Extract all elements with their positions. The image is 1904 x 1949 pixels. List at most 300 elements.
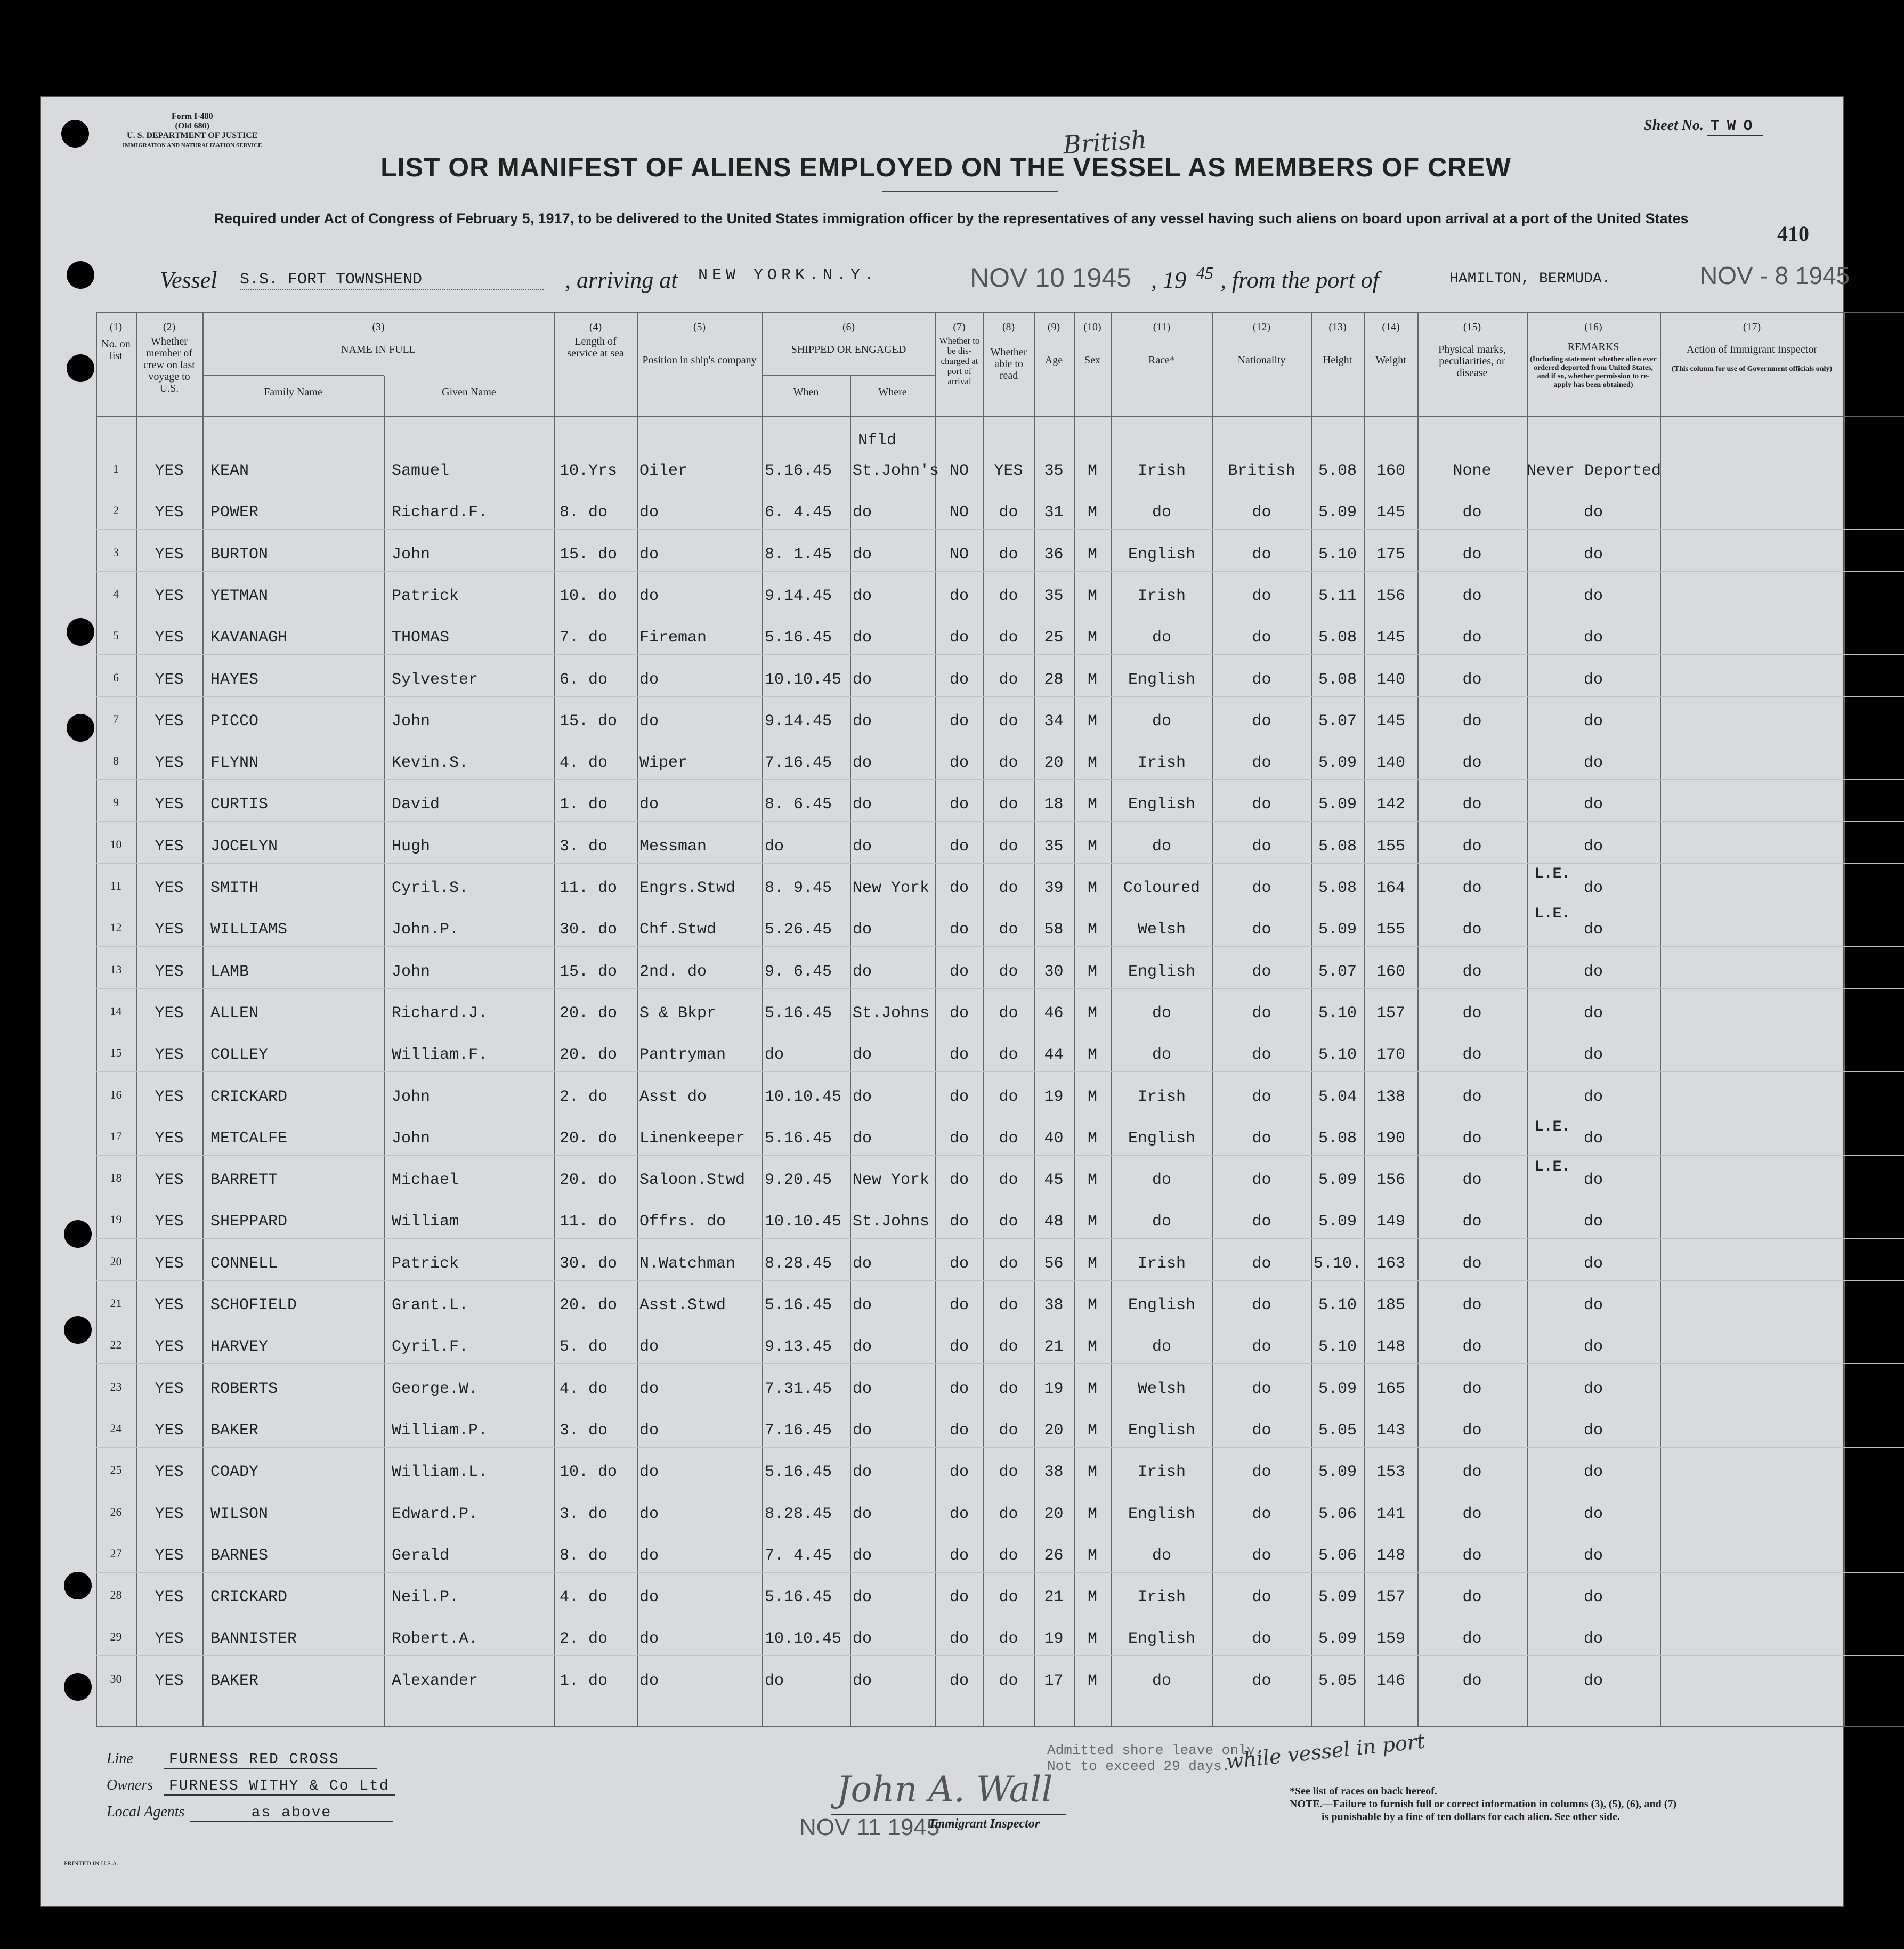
shipped-where: do	[853, 921, 872, 939]
vessel-line	[160, 262, 1850, 298]
race: Irish	[1137, 1463, 1186, 1482]
race: English	[1128, 795, 1196, 814]
race: do	[1152, 837, 1171, 856]
col-number: (12)	[1252, 321, 1271, 333]
position: Asst.Stwd	[639, 1296, 726, 1314]
able-to-read: do	[999, 1338, 1018, 1357]
height: 5.08	[1318, 670, 1357, 689]
able-to-read: do	[999, 1671, 1018, 1690]
sex: M	[1087, 587, 1097, 605]
nationality: do	[1252, 1213, 1271, 1231]
sex: M	[1087, 504, 1097, 522]
sex: M	[1087, 670, 1097, 689]
height: 5.07	[1318, 962, 1357, 981]
row-rule	[96, 1726, 1904, 1727]
race: Irish	[1137, 462, 1186, 480]
remarks: do	[1583, 1505, 1603, 1523]
admitted-line-2: Not to exceed 29 days.	[1047, 1758, 1230, 1774]
form-identifier	[123, 112, 262, 150]
sex: M	[1087, 1630, 1097, 1648]
height: 5.08	[1318, 629, 1357, 647]
shipped-where: do	[853, 1046, 872, 1065]
col-number: (5)	[693, 321, 706, 333]
weight: 160	[1376, 462, 1405, 480]
age: 31	[1044, 504, 1064, 522]
shipped-when: 10.10.45	[765, 1630, 842, 1648]
row-number: 29	[110, 1630, 122, 1644]
race: do	[1152, 1338, 1171, 1357]
row-guide	[96, 946, 1904, 947]
remarks: do	[1583, 921, 1603, 939]
vessel-label: Vessel	[160, 267, 217, 293]
able-to-read: do	[999, 1505, 1018, 1523]
row-number: 15	[110, 1046, 122, 1060]
col-number: (16)	[1584, 321, 1602, 333]
sex: M	[1087, 1379, 1097, 1398]
discharged: do	[949, 1546, 969, 1565]
row-number: 30	[110, 1671, 122, 1685]
row-rule	[762, 375, 935, 376]
length-of-service: 4. do	[560, 754, 608, 773]
col-number: (7)	[953, 321, 966, 333]
nationality: do	[1252, 1087, 1271, 1106]
able-to-read: do	[999, 1171, 1018, 1190]
last-voyage: YES	[155, 629, 184, 647]
position: do	[639, 712, 659, 730]
department: U. S. DEPARTMENT OF JUSTICE	[127, 131, 258, 140]
physical-marks: do	[1462, 1171, 1482, 1190]
col-rule	[850, 376, 851, 1726]
line-value: FURNESS RED CROSS	[164, 1751, 377, 1769]
given-name: Gerald	[392, 1546, 450, 1565]
shipped-when: 8.28.45	[765, 1505, 832, 1523]
weight: 156	[1376, 587, 1405, 605]
weight: 155	[1376, 837, 1405, 856]
admitted-handwritten: while vessel in port	[1225, 1729, 1427, 1774]
last-voyage: YES	[155, 1296, 184, 1314]
sex: M	[1087, 795, 1097, 814]
given-name: Richard.F.	[392, 504, 488, 522]
remarks: do	[1583, 1630, 1603, 1648]
header-height: Height	[1323, 354, 1352, 366]
last-voyage: YES	[155, 795, 184, 814]
binder-hole	[64, 1316, 92, 1344]
admitted-line-1: Admitted shore leave only.	[1047, 1742, 1263, 1758]
discharged: do	[949, 754, 969, 773]
able-to-read: do	[999, 1213, 1018, 1231]
nationality: do	[1252, 1546, 1271, 1565]
height: 5.07	[1318, 712, 1357, 730]
remarks: Never Deported	[1527, 462, 1662, 480]
col-rule	[1844, 312, 1845, 1726]
header-age: Age	[1044, 354, 1063, 366]
able-to-read: do	[999, 1421, 1018, 1440]
discharged: do	[949, 1296, 969, 1314]
position: 2nd. do	[639, 962, 707, 981]
physical-marks: do	[1462, 504, 1482, 522]
shipped-where: do	[853, 587, 872, 605]
binder-hole	[61, 120, 89, 148]
age: 19	[1044, 1630, 1064, 1648]
able-to-read: do	[999, 670, 1018, 689]
given-name: John	[392, 712, 431, 730]
weight: 149	[1376, 1213, 1405, 1231]
col-number: (11)	[1153, 321, 1171, 333]
race: English	[1128, 962, 1196, 981]
shipped-where: do	[853, 1129, 872, 1148]
sex: M	[1087, 1004, 1097, 1022]
last-voyage: YES	[155, 1505, 184, 1523]
col-number: (10)	[1083, 321, 1101, 333]
page-title: LIST OR MANIFEST OF ALIENS EMPLOYED ON THE VESSEL AS MEMBERS OF CREW	[380, 152, 1511, 182]
binder-hole	[67, 354, 94, 382]
header-inspector-note: (This column for use of Government officials only)	[1671, 365, 1833, 373]
remarks: do	[1583, 1004, 1603, 1022]
height: 5.04	[1318, 1087, 1357, 1106]
sex: M	[1087, 1171, 1097, 1190]
length-of-service: 10. do	[560, 1463, 618, 1482]
shipped-where: do	[853, 1588, 872, 1607]
last-voyage: YES	[155, 1463, 184, 1482]
given-name: John.P.	[392, 921, 459, 939]
nationality: do	[1252, 1338, 1271, 1357]
physical-marks: do	[1462, 754, 1482, 773]
race: English	[1128, 1505, 1196, 1523]
family-name: HAYES	[210, 670, 259, 689]
physical-marks: do	[1462, 1379, 1482, 1398]
race: do	[1152, 1171, 1171, 1190]
row-rule	[202, 375, 384, 376]
given-name: Cyril.S.	[392, 879, 469, 897]
length-of-service: 20. do	[560, 1171, 618, 1190]
remarks: do	[1583, 1171, 1603, 1190]
length-of-service: 15. do	[560, 545, 618, 564]
age: 25	[1044, 629, 1064, 647]
discharged: do	[949, 962, 969, 981]
shipped-when: do	[765, 1046, 784, 1065]
physical-marks: do	[1462, 1463, 1482, 1482]
able-to-read: do	[999, 1630, 1018, 1648]
height: 5.09	[1318, 1213, 1357, 1231]
nationality: do	[1252, 1671, 1271, 1690]
weight: 145	[1376, 504, 1405, 522]
able-to-read: do	[999, 1087, 1018, 1106]
discharged: do	[949, 670, 969, 689]
race: Welsh	[1137, 921, 1186, 939]
weight: 148	[1376, 1338, 1405, 1357]
remarks: do	[1583, 1338, 1603, 1357]
given-name: John	[392, 962, 431, 981]
shipped-when: 8. 6.45	[765, 795, 832, 814]
remarks: do	[1583, 795, 1603, 814]
age: 56	[1044, 1254, 1064, 1273]
position: Wiper	[639, 754, 688, 773]
position: Fireman	[639, 629, 707, 647]
given-name: Alexander	[392, 1671, 479, 1690]
discharged: do	[949, 1087, 969, 1106]
weight: 156	[1376, 1171, 1405, 1190]
given-name: Kevin.S.	[392, 754, 469, 773]
discharged: do	[949, 879, 969, 897]
col-number: (6)	[842, 321, 855, 333]
given-name: Neil.P.	[392, 1588, 459, 1607]
discharged: do	[949, 629, 969, 647]
position: Messman	[639, 837, 707, 856]
able-to-read: do	[999, 1463, 1018, 1482]
header-weight: Weight	[1375, 354, 1406, 366]
remarks: do	[1583, 1213, 1603, 1231]
shipped-when: 10.10.45	[765, 670, 842, 689]
sex: M	[1087, 1129, 1097, 1148]
row-number: 26	[110, 1505, 122, 1518]
height: 5.10	[1318, 1338, 1357, 1357]
physical-marks: do	[1462, 1588, 1482, 1607]
family-name: METCALFE	[210, 1129, 288, 1148]
age: 48	[1044, 1213, 1064, 1231]
age: 38	[1044, 1296, 1064, 1314]
given-name: Patrick	[392, 1254, 459, 1273]
discharged: do	[949, 1129, 969, 1148]
shipped-when: 5.16.45	[765, 1588, 832, 1607]
shipped-when: 5.16.45	[765, 1463, 832, 1482]
family-name: SHEPPARD	[210, 1213, 288, 1231]
shipped-where: do	[853, 962, 872, 981]
sex: M	[1087, 962, 1097, 981]
crew-table	[96, 312, 1904, 1726]
physical-marks: do	[1462, 837, 1482, 856]
family-name: YETMAN	[210, 587, 269, 605]
height: 5.09	[1318, 921, 1357, 939]
sheet-number-label: Sheet No.	[1644, 117, 1704, 134]
weight: 185	[1376, 1296, 1405, 1314]
age: 45	[1044, 1171, 1064, 1190]
shipped-when: 5.16.45	[765, 462, 832, 480]
length-of-service: 2. do	[560, 1630, 608, 1648]
binder-hole	[67, 261, 94, 289]
discharged: do	[949, 1046, 969, 1065]
height: 5.10	[1318, 545, 1357, 564]
able-to-read: YES	[994, 462, 1023, 480]
last-voyage: YES	[155, 504, 184, 522]
length-of-service: 8. do	[560, 1546, 608, 1565]
given-name: John	[392, 545, 431, 564]
row-guide	[96, 1280, 1904, 1281]
departure-date-stamp: NOV - 8 1945	[1700, 262, 1850, 289]
given-name: THOMAS	[392, 629, 450, 647]
row-guide	[96, 696, 1904, 697]
nationality: do	[1252, 504, 1271, 522]
discharged: do	[949, 1671, 969, 1690]
row-number: 1	[113, 462, 119, 475]
col-rule	[554, 312, 555, 1726]
shipped-where: do	[853, 629, 872, 647]
sex: M	[1087, 1296, 1097, 1314]
shipped-where: do	[853, 1254, 872, 1273]
agents-row	[107, 1804, 395, 1830]
last-voyage: YES	[155, 587, 184, 605]
sex: M	[1087, 1254, 1097, 1273]
sex: M	[1087, 712, 1097, 730]
remarks: do	[1583, 587, 1603, 605]
sex: M	[1087, 1087, 1097, 1106]
remarks: do	[1583, 629, 1603, 647]
shipped-when: 7. 4.45	[765, 1546, 832, 1565]
shipped-where: do	[853, 504, 872, 522]
row-number: 27	[110, 1546, 122, 1560]
row-number: 28	[110, 1588, 122, 1602]
physical-marks: do	[1462, 1546, 1482, 1565]
able-to-read: do	[999, 1296, 1018, 1314]
le-note: L.E.	[1535, 1159, 1571, 1175]
family-name: HARVEY	[210, 1338, 269, 1357]
position: do	[639, 670, 659, 689]
race: Irish	[1137, 754, 1186, 773]
physical-marks: do	[1462, 670, 1482, 689]
age: 28	[1044, 670, 1064, 689]
shipped-when: 5.26.45	[765, 921, 832, 939]
weight: 175	[1376, 545, 1405, 564]
last-voyage: YES	[155, 1087, 184, 1106]
last-voyage: YES	[155, 670, 184, 689]
physical-marks: do	[1462, 879, 1482, 897]
race: Irish	[1137, 587, 1186, 605]
race: English	[1128, 1296, 1196, 1314]
age: 34	[1044, 712, 1064, 730]
last-voyage: YES	[155, 712, 184, 730]
row-number: 17	[110, 1129, 122, 1143]
position: do	[639, 1671, 659, 1690]
length-of-service: 20. do	[560, 1129, 618, 1148]
age: 19	[1044, 1087, 1064, 1106]
able-to-read: do	[999, 1254, 1018, 1273]
physical-marks: do	[1462, 962, 1482, 981]
discharged: do	[949, 795, 969, 814]
height: 5.05	[1318, 1421, 1357, 1440]
remarks: do	[1583, 1588, 1603, 1607]
sex: M	[1087, 1421, 1097, 1440]
header-shipped-or-engaged: SHIPPED OR ENGAGED	[791, 344, 906, 355]
given-name: Sylvester	[392, 670, 479, 689]
row-number: 11	[110, 879, 122, 892]
family-name: FLYNN	[210, 754, 259, 773]
sex: M	[1087, 754, 1097, 773]
remarks: do	[1583, 754, 1603, 773]
race: English	[1128, 1630, 1196, 1648]
year-value: 45	[1196, 263, 1213, 282]
discharged: do	[949, 1588, 969, 1607]
age: 18	[1044, 795, 1064, 814]
row-guide	[96, 821, 1904, 822]
row-guide	[96, 571, 1904, 572]
row-guide	[96, 1155, 1904, 1156]
col-number: (15)	[1463, 321, 1481, 333]
row-number: 24	[110, 1421, 122, 1435]
race: Welsh	[1137, 1379, 1186, 1398]
family-name: BAKER	[210, 1671, 259, 1690]
row-number: 10	[110, 837, 122, 851]
row-guide	[96, 863, 1904, 864]
shipped-where: do	[853, 1630, 872, 1648]
header-when: When	[793, 386, 819, 398]
height: 5.10	[1318, 1004, 1357, 1022]
weight: 157	[1376, 1588, 1405, 1607]
weight: 159	[1376, 1630, 1405, 1648]
shipped-when: 10.10.45	[765, 1213, 842, 1231]
nationality: do	[1252, 1296, 1271, 1314]
age: 20	[1044, 1421, 1064, 1440]
owners-row	[107, 1777, 395, 1804]
weight: 153	[1376, 1463, 1405, 1482]
row-number: 13	[110, 962, 122, 976]
length-of-service: 8. do	[560, 504, 608, 522]
nationality: do	[1252, 1004, 1271, 1022]
last-voyage: YES	[155, 1338, 184, 1357]
header-inspector-action: Action of Immigrant Inspector	[1687, 344, 1817, 355]
height: 5.09	[1318, 504, 1357, 522]
from-port-label: , from the port of	[1220, 267, 1379, 293]
arrival-date-stamp: NOV 10 1945	[970, 263, 1131, 293]
binder-hole	[64, 1673, 92, 1701]
header-remarks-note: (Including statement whether alien ever ordered deported from United States, and if so, whether permission to re-apply has been obtained)	[1530, 355, 1657, 389]
row-number: 14	[110, 1004, 122, 1018]
able-to-read: do	[999, 587, 1018, 605]
age: 39	[1044, 879, 1064, 897]
sex: M	[1087, 1588, 1097, 1607]
last-voyage: YES	[155, 1129, 184, 1148]
discharged: do	[949, 587, 969, 605]
physical-marks: do	[1462, 1213, 1482, 1231]
shipped-where: do	[853, 1671, 872, 1690]
row-guide	[96, 1655, 1904, 1656]
manifest-footer	[107, 1750, 395, 1830]
shipped-where: do	[853, 712, 872, 730]
able-to-read: do	[999, 879, 1018, 897]
remarks: do	[1583, 1046, 1603, 1065]
nationality: do	[1252, 1505, 1271, 1523]
height: 5.11	[1318, 587, 1357, 605]
age: 20	[1044, 754, 1064, 773]
discharged: do	[949, 712, 969, 730]
weight: 170	[1376, 1046, 1405, 1065]
race: English	[1128, 545, 1196, 564]
weight: 148	[1376, 1546, 1405, 1565]
physical-marks: do	[1462, 1087, 1482, 1106]
family-name: ROBERTS	[210, 1379, 278, 1398]
height: 5.05	[1318, 1671, 1357, 1690]
footnotes	[1290, 1785, 1676, 1823]
height: 5.08	[1318, 879, 1357, 897]
last-voyage: YES	[155, 921, 184, 939]
family-name: LAMB	[210, 962, 249, 981]
row-number: 9	[113, 795, 119, 809]
arriving-port: NEW YORK.N.Y.	[698, 266, 879, 285]
family-name: BANNISTER	[210, 1630, 297, 1648]
nationality: do	[1252, 754, 1271, 773]
nationality: do	[1252, 1046, 1271, 1065]
sex: M	[1087, 1505, 1097, 1523]
given-name: Patrick	[392, 587, 459, 605]
given-name: George.W.	[392, 1379, 479, 1398]
length-of-service: 1. do	[560, 1671, 608, 1690]
nationality: do	[1252, 712, 1271, 730]
shipped-when: 7.31.45	[765, 1379, 832, 1398]
nationality: do	[1252, 670, 1271, 689]
owners-value: FURNESS WITHY & Co Ltd	[164, 1778, 395, 1796]
position: Chf.Stwd	[639, 921, 717, 939]
last-voyage: YES	[155, 1588, 184, 1607]
row-rule	[96, 416, 1904, 417]
form-old-number: (Old 680)	[175, 121, 209, 131]
